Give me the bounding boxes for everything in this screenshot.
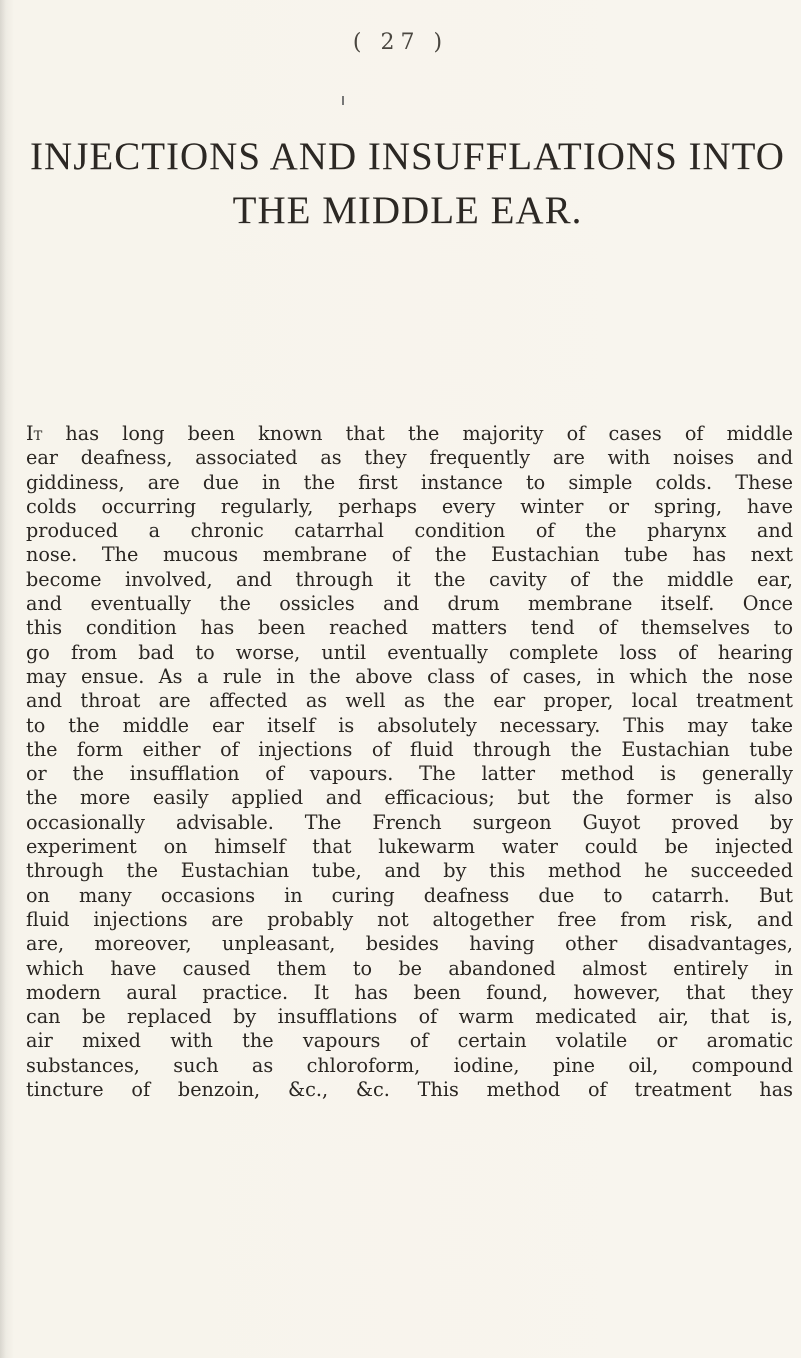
body-line: occasionally advisable. The French surgeon Guyot proved by	[26, 810, 793, 834]
body-line: ear deafness, associated as they frequently are with noises and	[26, 446, 793, 470]
body-line: modern aural practice. It has been found, however, that they	[26, 980, 793, 1004]
body-text	[26, 422, 793, 1102]
body-line: colds occurring regularly, perhaps every winter or spring, have	[26, 494, 793, 518]
body-line: fluid injections are probably not altogether free from risk, and	[26, 907, 793, 931]
body-line: and eventually the ossicles and drum membrane itself. Once	[26, 592, 793, 616]
body-line: to the middle ear itself is absolutely necessary. This may take	[26, 713, 793, 737]
body-line: substances, such as chloroform, iodine, pine oil, compound	[26, 1053, 793, 1077]
body-line: produced a chronic catarrhal condition of the pharynx and	[26, 519, 793, 543]
body-line: air mixed with the vapours of certain volatile or aromatic	[26, 1029, 793, 1053]
body-line: and throat are affected as well as the ear proper, local treatment	[26, 689, 793, 713]
body-line: experiment on himself that lukewarm water could be injected	[26, 835, 793, 859]
body-line: tincture of benzoin, &c., &c. This method of treatment has	[26, 1078, 793, 1102]
body-line: can be replaced by insufflations of warm medicated air, that is,	[26, 1005, 793, 1029]
body-line: through the Eustachian tube, and by this method he succeeded	[26, 859, 793, 883]
body-line: the form either of injections of fluid through the Eustachian tube	[26, 737, 793, 761]
chapter-title-line-1: INJECTIONS AND INSUFFLATIONS INTO	[30, 135, 785, 178]
body-line: become involved, and through it the cavity of the middle ear,	[26, 567, 793, 591]
body-line: this condition has been reached matters tend of themselves to	[26, 616, 793, 640]
body-line: go from bad to worse, until eventually complete loss of hearing	[26, 640, 793, 664]
body-line: may ensue. As a rule in the above class of cases, in which the nose	[26, 664, 793, 688]
chapter-title-line-2: THE MIDDLE EAR.	[232, 189, 583, 232]
body-line: nose. The mucous membrane of the Eustachian tube has next	[26, 543, 793, 567]
body-line: or the insufflation of vapours. The latter method is generally	[26, 762, 793, 786]
body-line: are, moreover, unpleasant, besides having other disadvantages,	[26, 932, 793, 956]
page-number: ( 27 )	[352, 30, 449, 55]
body-line: It has long been known that the majority of cases of middle	[26, 422, 793, 445]
body-line: which have caused them to be abandoned almost entirely in	[26, 956, 793, 980]
body-line: on many occasions in curing deafness due to catarrh. But	[26, 883, 793, 907]
body-line: giddiness, are due in the first instance to simple colds. These	[26, 470, 793, 494]
body-line: the more easily applied and efficacious; but the former is also	[26, 786, 793, 810]
ink-speck	[342, 96, 344, 105]
